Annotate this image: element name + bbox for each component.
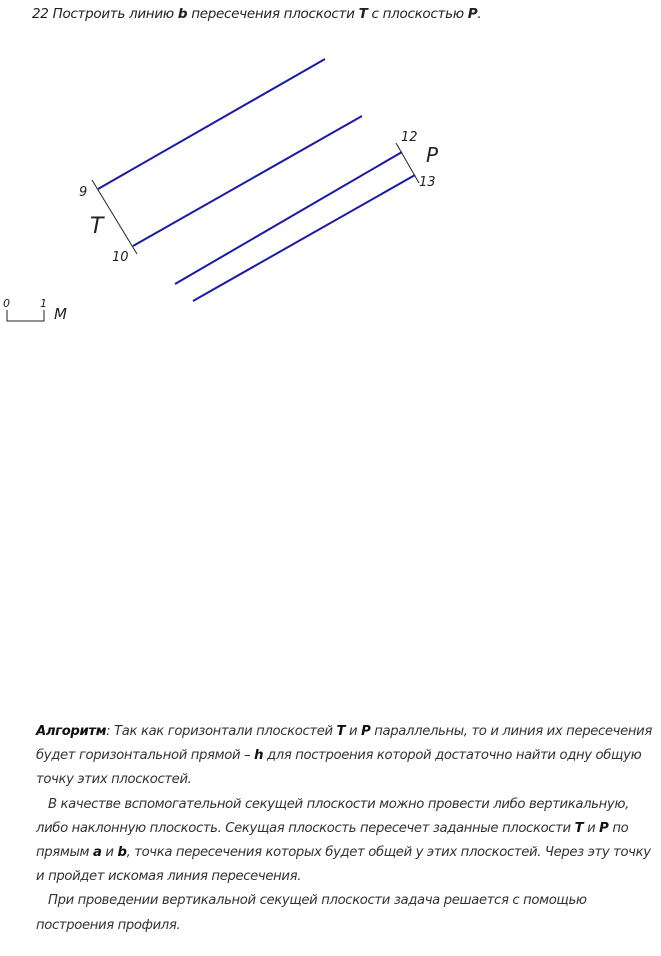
label-point-9: 9 — [79, 185, 88, 200]
algo-p2-s2: и — [587, 820, 596, 836]
algo-p2-s1: В качестве вспомогательной секущей плоскости можно провести либо вертикальную, либо наклонную плоскость. Секущая плоскость пересечет заданные плоскости — [36, 796, 629, 836]
algorithm-text — [36, 720, 656, 938]
algo-p1-s1: : Так как горизонтали плоскостей — [106, 724, 333, 739]
algo-p1-h: h — [254, 748, 264, 764]
algo-p2-t: T — [574, 820, 584, 836]
geometry-drawing — [0, 0, 661, 400]
plane-p-horizontal-12 — [175, 152, 402, 284]
algo-p1-s2: и — [349, 724, 358, 739]
plane-t-horizontal-10 — [133, 116, 362, 246]
label-point-10: 10 — [112, 250, 129, 265]
algo-p2-s5: , точка пересечения которых будет общей у этих плоскостей. Через эту точку и пройдет искомая линия пересечения. — [36, 845, 651, 885]
title-line-b: b — [177, 6, 188, 22]
algo-p1-t: T — [336, 724, 346, 739]
algorithm-paragraph-1 — [36, 720, 656, 793]
algorithm-paragraph-3 — [36, 889, 656, 937]
title-plane-t: T — [358, 6, 368, 22]
plane-t-horizontal-9 — [98, 59, 325, 189]
algo-p2-a: a — [92, 845, 102, 861]
algo-p1-s4: для построения которой достаточно найти одну общую точку этих плоскостей. — [36, 748, 642, 788]
label-point-13: 13 — [419, 175, 436, 190]
algorithm-paragraph-2 — [36, 793, 656, 890]
algorithm-heading: Алгоритм — [36, 724, 107, 739]
algo-p3-s1: При проведении вертикальной секущей плоскости задача решается с помощью построения профиля. — [36, 893, 587, 933]
title-text-2: пересечения плоскости — [191, 6, 355, 22]
scale-label-one: 1 — [40, 297, 47, 310]
algo-p2-b: b — [117, 845, 127, 861]
algo-p1-s3: параллельны, то и линия их пересечения будет горизонтальной прямой – — [36, 724, 652, 764]
label-point-12: 12 — [401, 130, 418, 145]
title-plane-p: P — [467, 6, 478, 22]
task-number: 22 — [32, 6, 49, 22]
title-text-1: Построить линию — [52, 6, 174, 22]
scale-unit: M — [54, 305, 67, 323]
algo-p1-p: P — [361, 724, 371, 739]
label-plane-p: P — [426, 143, 439, 167]
algo-p2-p: P — [599, 820, 609, 836]
title-text-3: с плоскостью — [371, 6, 464, 22]
title-end: . — [477, 6, 482, 22]
label-plane-t: T — [90, 214, 104, 239]
scale-bar — [7, 310, 44, 321]
plane-p-segment-12-13 — [396, 143, 419, 183]
algo-p2-s3: по прямым — [36, 820, 629, 861]
scale-label-zero: 0 — [3, 297, 10, 310]
algo-p2-s4: и — [105, 845, 114, 861]
